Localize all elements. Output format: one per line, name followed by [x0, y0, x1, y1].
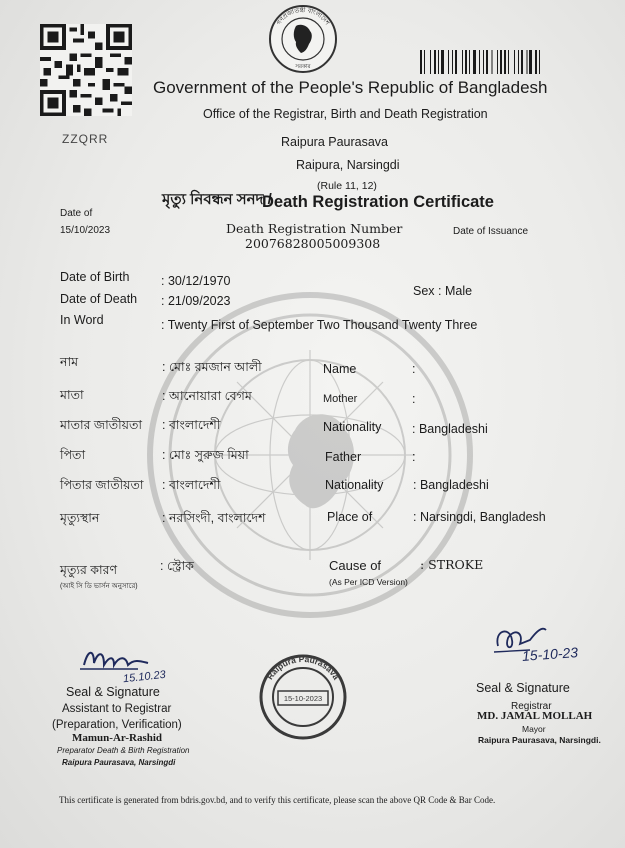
barcode-bar — [518, 50, 519, 74]
issuance-label: Date of Issuance — [453, 226, 529, 237]
en-label-father: Father — [325, 450, 362, 464]
municipality: Raipura Paurasava — [281, 135, 389, 149]
bn-label-mother-nationality: মাতার জাতীয়তা — [60, 418, 143, 432]
barcode-bar — [452, 50, 453, 74]
barcode-bar — [448, 50, 449, 74]
inword-value: : Twenty First of September Two Thousand Twenty Three — [161, 318, 478, 332]
barcode-bar — [438, 50, 439, 74]
sex-value: Sex : Male — [413, 284, 473, 298]
barcode — [420, 50, 578, 74]
bn-label-mother: মাতা — [60, 388, 84, 402]
barcode-bar — [462, 50, 463, 74]
left-role: Assistant to Registrar — [62, 703, 172, 715]
barcode-bar — [504, 50, 506, 74]
left-note: (Preparation, Verification) — [52, 719, 182, 731]
barcode-bar — [508, 50, 509, 74]
seal-date: 15-10-2023 — [283, 694, 323, 703]
barcode-bar — [473, 50, 476, 74]
bn-label-name: নাম — [60, 355, 79, 369]
svg-text:সরকার: সরকার — [295, 64, 311, 70]
date-of-label: Date of — [60, 208, 93, 219]
seal-outer-text: Raipura Paurasava — [264, 653, 342, 682]
right-handwritten-date: 15-10-23 — [521, 644, 579, 664]
bn-value-name: : মোঃ রমজান আলী — [162, 360, 262, 374]
en-value-father-nationality: : Bangladeshi — [413, 478, 489, 492]
barcode-bar — [424, 50, 425, 74]
en-label-place: Place of — [327, 510, 373, 524]
barcode-bar — [535, 50, 537, 74]
barcode-bar — [521, 50, 523, 74]
en-value-mother-nationality: : Bangladeshi — [412, 422, 488, 436]
right-role: Registrar — [511, 701, 552, 712]
bn-value-mother: : আনোয়ারা বেগম — [162, 389, 252, 403]
qr-code — [40, 24, 132, 116]
left-designation: Preparator Death & Birth Registration — [57, 746, 190, 755]
right-name: MD. JAMAL MOLLAH — [477, 710, 593, 722]
left-name: Mamun-Ar-Rashid — [72, 732, 163, 744]
bn-label-father-nationality: পিতার জাতীয়তা — [60, 478, 144, 492]
bn-label-place: মৃত্যুস্থান — [60, 511, 100, 525]
barcode-bar — [539, 50, 540, 74]
barcode-bar — [514, 50, 515, 74]
qr-caption: ZZQRR — [62, 132, 109, 146]
right-seal-caption: Seal & Signature — [476, 681, 570, 695]
bn-value-father: : মোঃ সুরুজ মিয়া — [162, 448, 249, 462]
right-designation: Mayor — [522, 724, 546, 734]
svg-text:গণপ্রজাতন্ত্রী বাংলাদেশ: গণপ্রজাতন্ত্রী বাংলাদেশ — [275, 6, 331, 27]
date-of-value: 15/10/2023 — [60, 225, 111, 236]
barcode-bar — [420, 50, 422, 74]
left-office: Raipura Paurasava, Narsingdi — [62, 758, 176, 767]
barcode-bar — [434, 50, 436, 74]
barcode-bar — [497, 50, 498, 74]
barcode-bar — [465, 50, 467, 74]
barcode-bar — [500, 50, 502, 74]
government-emblem — [268, 4, 338, 74]
en-value-place: : Narsingdi, Bangladesh — [413, 510, 546, 524]
barcode-bar — [455, 50, 457, 74]
right-office: Raipura Paurasava, Narsingdi. — [478, 735, 601, 745]
bn-value-cause: : স্ট্রোক — [160, 559, 194, 573]
footer-note: This certificate is generated from bdris.gov.bd, and to verify this certificate, please scan the above QR Code & Bar Code. — [59, 795, 496, 805]
bn-value-mother-nationality: : বাংলাদেশী — [162, 418, 221, 432]
left-seal-caption: Seal & Signature — [66, 685, 160, 699]
en-value-name: : — [412, 362, 416, 376]
office-title: Office of the Registrar, Birth and Death Registration — [203, 107, 488, 121]
en-label-mother: Mother — [323, 393, 358, 405]
reg-number-value: 20076828005009308 — [245, 236, 381, 251]
location: Raipura, Narsingdi — [296, 158, 400, 172]
reg-number-label: Death Registration Number — [226, 221, 403, 236]
inword-label: In Word — [60, 313, 104, 327]
en-value-cause: : STROKE — [420, 557, 484, 572]
bn-value-place: : নরসিংদী, বাংলাদেশ — [162, 511, 266, 525]
bn-label-father: পিতা — [60, 448, 86, 462]
barcode-bar — [486, 50, 488, 74]
barcode-bar — [441, 50, 444, 74]
barcode-bar — [469, 50, 470, 74]
left-handwritten-date: 15.10.23 — [122, 668, 167, 686]
dod-label: Date of Death — [60, 292, 138, 306]
bn-value-father-nationality: : বাংলাদেশী — [162, 478, 221, 492]
barcode-bar — [491, 50, 492, 74]
en-label-mother-nationality: Nationality — [323, 420, 382, 434]
certificate-title-bn: মৃত্যু নিবন্ধন সনদ / — [162, 191, 272, 208]
bn-note-cause: (আই সি ডি ভার্সন অনুসারে) — [60, 583, 138, 590]
en-value-mother: : — [412, 392, 416, 406]
en-note-cause: (As Per ICD Version) — [329, 577, 408, 587]
barcode-bar — [526, 50, 527, 74]
government-title: Government of the People's Republic of Bangladesh — [153, 78, 548, 97]
paurasava-seal — [258, 653, 348, 741]
en-label-name: Name — [323, 362, 357, 376]
barcode-bar — [479, 50, 480, 74]
en-value-father: : — [412, 450, 416, 464]
barcode-bar — [529, 50, 532, 74]
rule-reference: (Rule 11, 12) — [317, 180, 377, 192]
en-label-cause: Cause of — [329, 558, 382, 573]
dob-value: : 30/12/1970 — [161, 274, 231, 288]
bn-label-cause: মৃত্যুর কারণ — [60, 563, 118, 577]
certificate-title-en: Death Registration Certificate — [262, 193, 494, 211]
dob-label: Date of Birth — [60, 270, 130, 284]
en-label-father-nationality: Nationality — [325, 478, 384, 492]
dod-value: : 21/09/2023 — [161, 294, 231, 308]
barcode-bar — [430, 50, 431, 74]
barcode-bar — [483, 50, 484, 74]
